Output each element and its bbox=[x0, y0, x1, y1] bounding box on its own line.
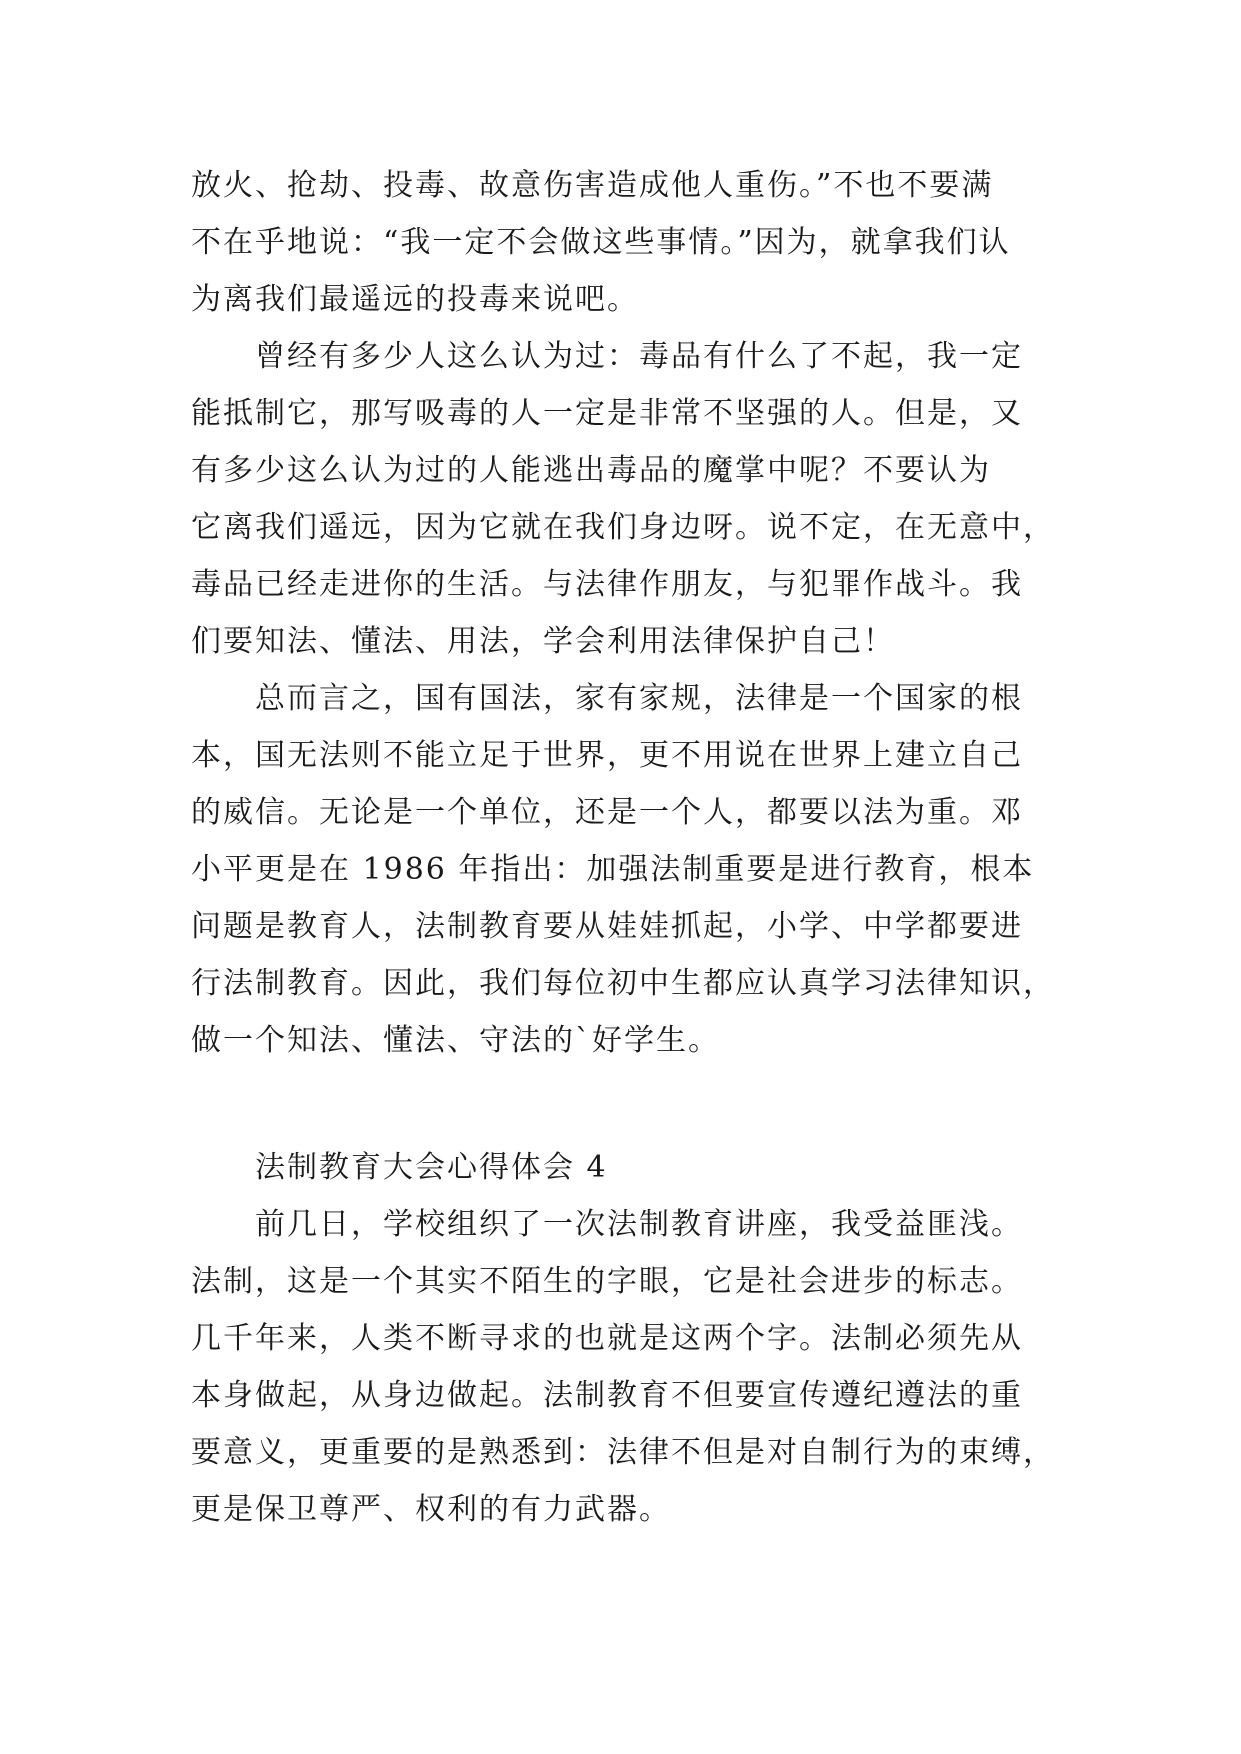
text-line: 们要知法、懂法、用法，学会利用法律保护自己！ bbox=[191, 624, 895, 659]
text-line: 本，国无法则不能立足于世界，更不用说在世界上建立自己 bbox=[191, 738, 1023, 773]
text-line: 法制，这是一个其实不陌生的字眼，它是社会进步的标志。 bbox=[191, 1264, 1023, 1299]
text-line: 行法制教育。因此，我们每位初中生都应认真学习法律知识， bbox=[191, 966, 1055, 1001]
text-line: 为离我们最遥远的投毒来说吧。 bbox=[191, 282, 639, 317]
paragraph-start-line: 曾经有多少人这么认为过：毒品有什么了不起，我一定 bbox=[255, 339, 1023, 374]
text-line: 放火、抢劫、投毒、故意伤害造成他人重伤。”不也不要满 bbox=[191, 168, 994, 203]
text-line: 更是保卫尊严、权利的有力武器。 bbox=[191, 1492, 671, 1527]
text-line: 毒品已经走进你的生活。与法律作朋友，与犯罪作战斗。我 bbox=[191, 567, 1023, 602]
text-line: 的威信。无论是一个单位，还是一个人，都要以法为重。邓 bbox=[191, 795, 1023, 830]
section-heading: 法制教育大会心得体会 4 bbox=[255, 1150, 608, 1185]
paragraph-start-line: 总而言之，国有国法，家有家规，法律是一个国家的根 bbox=[255, 681, 1023, 716]
paragraph-start-line: 前几日，学校组织了一次法制教育讲座，我受益匪浅。 bbox=[255, 1207, 1023, 1242]
text-line: 做一个知法、懂法、守法的`好学生。 bbox=[191, 1023, 720, 1058]
text-line: 要意义，更重要的是熟悉到：法律不但是对自制行为的束缚， bbox=[191, 1435, 1055, 1470]
text-line: 能抵制它，那写吸毒的人一定是非常不坚强的人。但是，又 bbox=[191, 396, 1023, 431]
text-line: 几千年来，人类不断寻求的也就是这两个字。法制必须先从 bbox=[191, 1321, 1023, 1356]
text-line: 它离我们遥远，因为它就在我们身边呀。说不定，在无意中， bbox=[191, 510, 1055, 545]
text-line: 问题是教育人，法制教育要从娃娃抓起，小学、中学都要进 bbox=[191, 909, 1023, 944]
text-line: 本身做起，从身边做起。法制教育不但要宣传遵纪遵法的重 bbox=[191, 1378, 1023, 1413]
text-line: 不在乎地说：“我一定不会做这些事情。”因为，就拿我们认 bbox=[191, 225, 1011, 260]
text-line: 有多少这么认为过的人能逃出毒品的魔掌中呢？不要认为 bbox=[191, 453, 991, 488]
text-line: 小平更是在 1986 年指出：加强法制重要是进行教育，根本 bbox=[191, 852, 1035, 887]
